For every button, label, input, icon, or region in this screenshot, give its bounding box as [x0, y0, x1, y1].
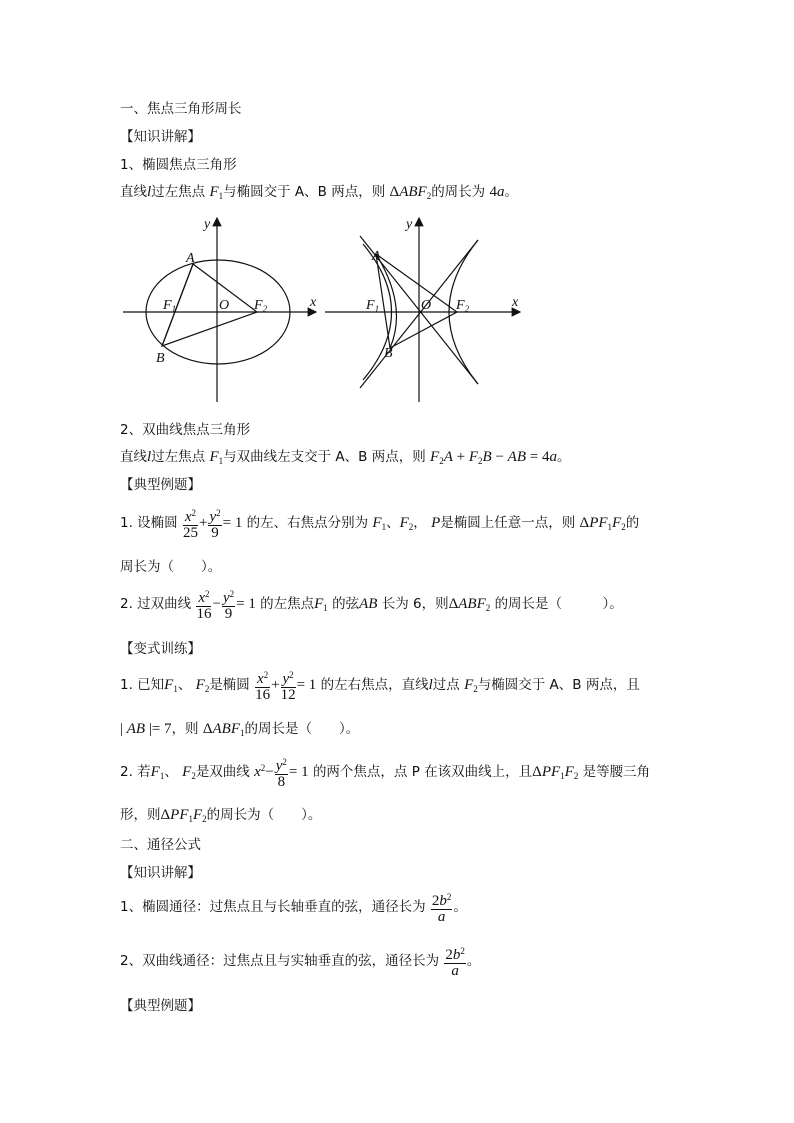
question-2: 2. 过双曲线 $\frac{x^2}{16}$ − $\frac{y^2}{9}$ = 1 的左焦点$F_1$ 的弦AB 长为 6，则$\Delta ABF_2$ 的周长是（ ）。 [120, 589, 623, 622]
example-label-2: 【典型例题】 [120, 998, 201, 1014]
ellipse-perimeter-statement: 直线l过左焦点 $F_1$与椭圆交于 A、B 两点，则 $\Delta ABF_2$的周长为 4a。 [120, 184, 518, 201]
practice-2-line-1: 2. 若$F_1$、 $F_2$是双曲线 $x^2-$ $\frac{y^2}{8}$ = 1 的两个焦点，点 P 在该双曲线上，且$\Delta PF_1F_2$ 是等腰三角 [120, 757, 651, 790]
question-1-line-2: 周长为（ ）。 [120, 559, 222, 575]
hyperbola-focus-f2: $F_2$ [456, 298, 470, 314]
hyperbola-focal-triangle-heading: 2、双曲线焦点三角形 [120, 422, 251, 438]
practice-1-line-2: | AB |= 7，则 $\Delta ABF_1$的周长是（ ）。 [120, 721, 360, 738]
hyperbola-statement: 直线l过左焦点 $F_1$与双曲线左支交于 A、B 两点，则 $F_2A + F_2B$ − AB = 4a。 [120, 449, 571, 466]
ellipse-origin: O [219, 298, 230, 313]
hyperbola-origin: O [421, 298, 432, 313]
ellipse-point-a: A [186, 251, 195, 266]
section-2-title: 二、通径公式 [120, 837, 201, 853]
hyperbola-point-b: B [384, 346, 393, 361]
hyperbola-latus-rectum: 2、双曲线通径：过焦点且与实轴垂直的弦，通径长为 $\frac{2b^2}{a}$ 。 [120, 946, 481, 979]
ellipse-focus-f1: $F_1$ [163, 298, 177, 314]
section-1-title: 一、焦点三角形周长 [120, 101, 242, 117]
ellipse-point-b: B [156, 351, 165, 366]
knowledge-label-2: 【知识讲解】 [120, 865, 201, 881]
ellipse-x-axis-label: x [310, 295, 317, 310]
ellipse-y-axis-label: y [204, 217, 211, 232]
ellipse-latus-rectum: 1、椭圆通径：过焦点且与长轴垂直的弦，通径长为 $\frac{2b^2}{a}$ 。 [120, 892, 467, 925]
example-label-1: 【典型例题】 [120, 477, 201, 493]
practice-1-line-1: 1. 已知$F_1$、 $F_2$是椭圆 $\frac{x^2}{16}$ + $\frac{y^2}{12}$ = 1 的左右焦点，直线l过点 $F_2$与椭圆交于 A、B 两点，且 [120, 670, 640, 703]
practice-label: 【变式训练】 [120, 641, 201, 657]
ellipse-focal-triangle-heading: 1、椭圆焦点三角形 [120, 157, 237, 173]
practice-2-line-2: 形，则$\Delta PF_1F_2$的周长为（ ）。 [120, 807, 322, 824]
knowledge-label-1: 【知识讲解】 [120, 129, 201, 145]
hyperbola-focus-f1: $F_1$ [366, 298, 380, 314]
question-1-line-1: 1. 设椭圆 $\frac{x^2}{25}$ + $\frac{y^2}{9}$ = 1 的左、右焦点分别为 $F_1$、$F_2$， P是椭圆上任意一点，则 $\Delta PF_1F_2$的 [120, 508, 640, 541]
hyperbola-point-a: A [372, 249, 381, 264]
hyperbola-y-axis-label: y [406, 217, 413, 232]
hyperbola-x-axis-label: x [512, 295, 519, 310]
ellipse-focus-f2: $F_2$ [254, 298, 268, 314]
focal-triangle-figures [118, 206, 538, 406]
